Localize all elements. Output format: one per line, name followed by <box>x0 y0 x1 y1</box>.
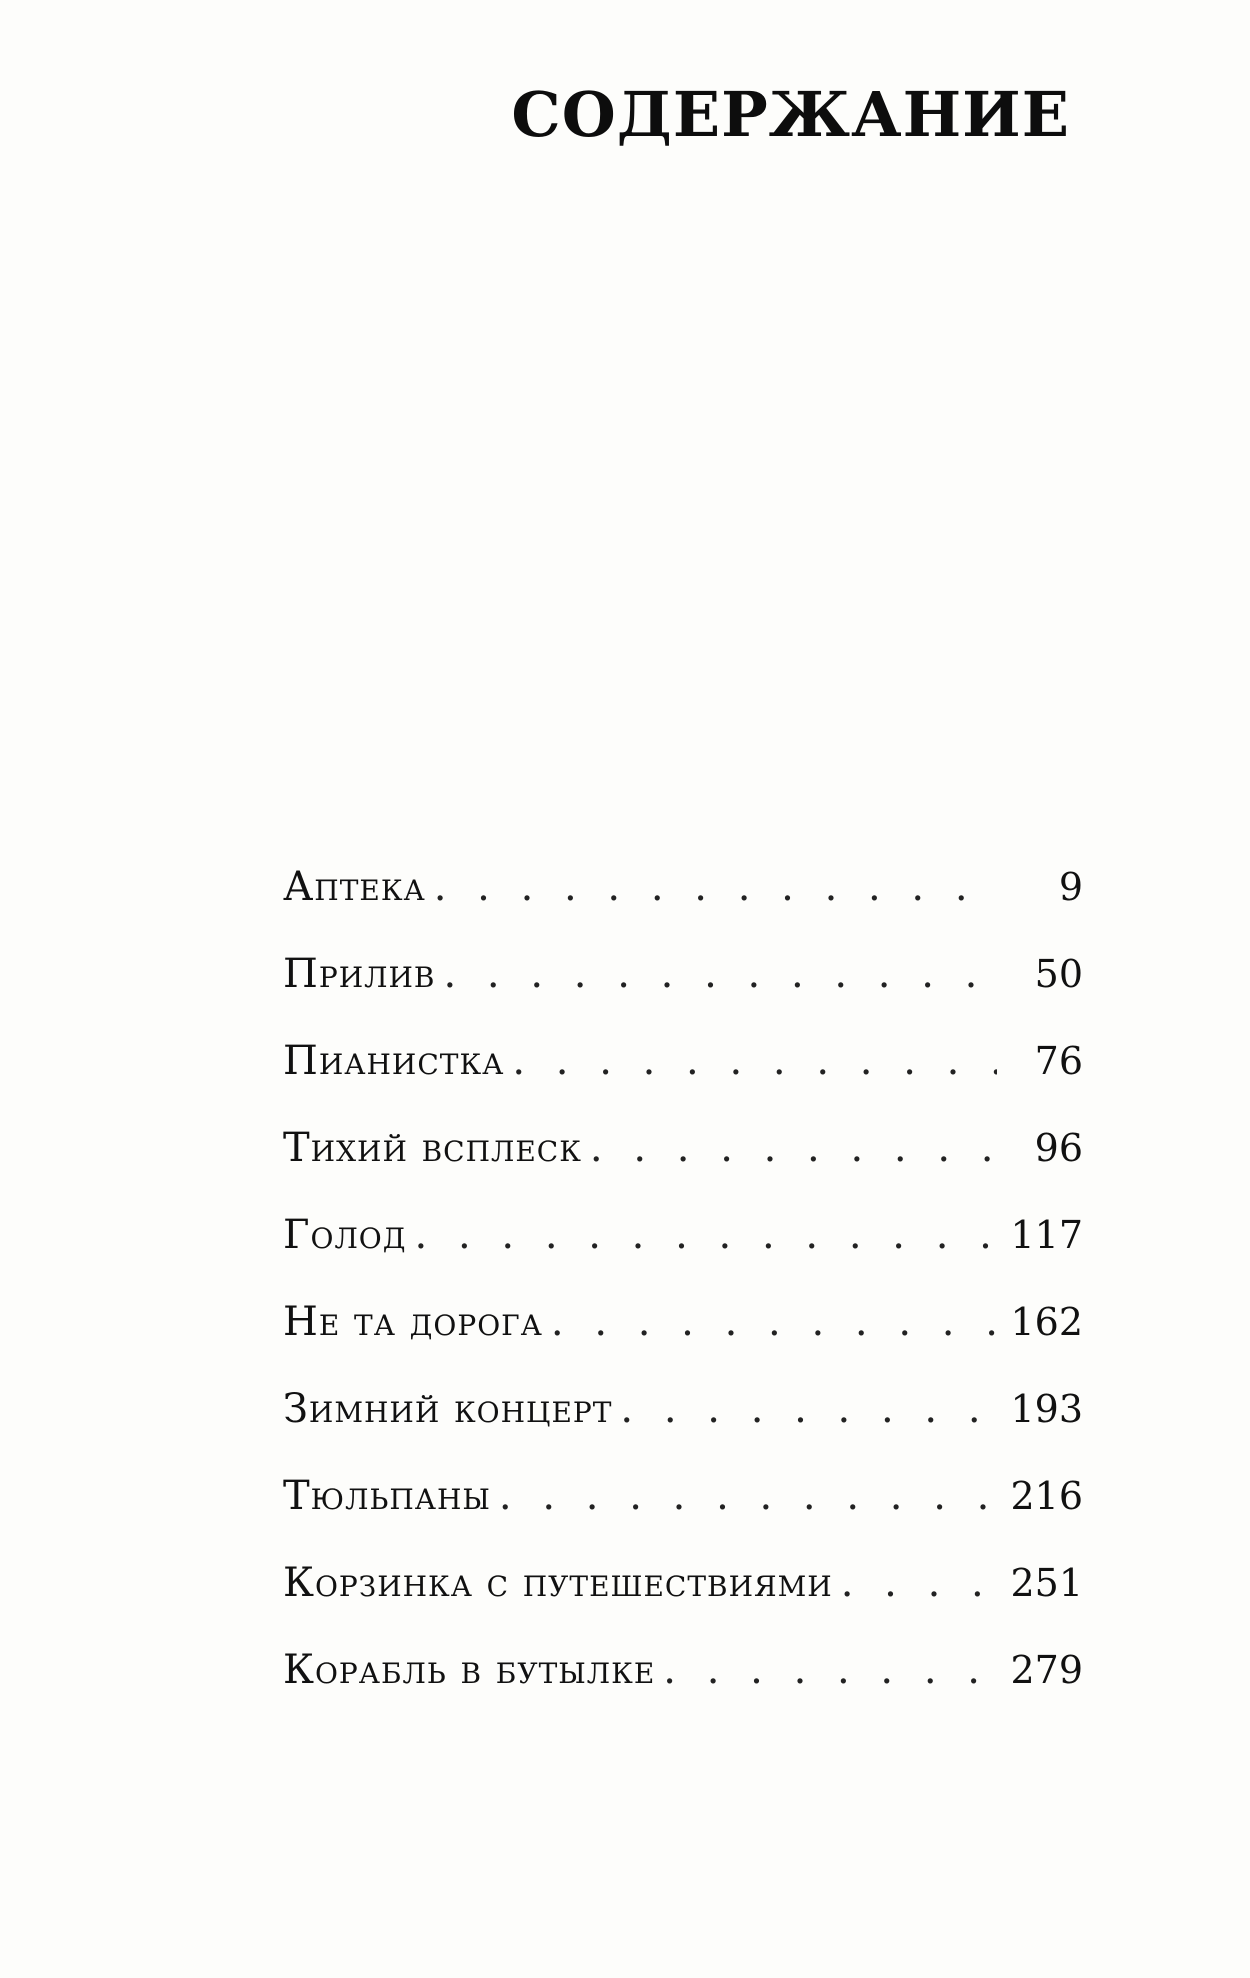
toc-entry <box>283 864 1083 951</box>
toc-entry-title: Тюльпаны <box>283 1473 491 1519</box>
toc-entry-page: 9 <box>1058 865 1083 909</box>
toc-entry-title: Зимний концерт <box>283 1386 613 1432</box>
toc-entry <box>283 1386 1083 1473</box>
toc-entry-title: Пианистка <box>283 1038 505 1084</box>
toc-entry <box>283 1560 1083 1647</box>
toc-entry-page: 96 <box>1034 1126 1083 1170</box>
toc-entry <box>283 951 1083 1038</box>
dot-leader <box>444 951 998 997</box>
toc-entry-title: Прилив <box>283 951 436 997</box>
dot-leader <box>434 864 997 910</box>
toc-entry-page: 193 <box>1010 1387 1083 1431</box>
toc-entry <box>283 1038 1083 1125</box>
dot-leader <box>551 1299 997 1345</box>
toc-entry-page: 117 <box>1010 1213 1083 1257</box>
toc-entry-title: Голод <box>283 1212 407 1258</box>
dot-leader <box>590 1125 997 1171</box>
dot-leader <box>663 1647 996 1693</box>
toc-entry-title: Аптека <box>283 864 426 910</box>
page-title: СОДЕРЖАНИЕ <box>511 78 1070 151</box>
toc-entry-page: 216 <box>1010 1474 1083 1518</box>
toc-entry-page: 251 <box>1010 1561 1083 1605</box>
toc-entry-title: Корзинка с путешествиями <box>283 1560 833 1606</box>
dot-leader <box>620 1386 996 1432</box>
toc-entry <box>283 1125 1083 1212</box>
table-of-contents <box>283 864 1083 1734</box>
toc-entry-page: 76 <box>1034 1039 1083 1083</box>
toc-entry <box>283 1212 1083 1299</box>
toc-entry <box>283 1647 1083 1734</box>
toc-entry-title: Тихий всплеск <box>283 1125 582 1171</box>
dot-leader <box>415 1212 997 1258</box>
toc-entry-title: Корабль в бутылке <box>283 1647 656 1693</box>
dot-leader <box>512 1038 997 1084</box>
toc-entry-title: Не та дорога <box>283 1299 543 1345</box>
toc-entry-page: 162 <box>1010 1300 1083 1344</box>
toc-entry <box>283 1473 1083 1560</box>
toc-entry <box>283 1299 1083 1386</box>
dot-leader <box>841 1560 997 1606</box>
toc-entry-page: 50 <box>1034 952 1083 996</box>
toc-entry-page: 279 <box>1010 1648 1083 1692</box>
dot-leader <box>499 1473 997 1519</box>
